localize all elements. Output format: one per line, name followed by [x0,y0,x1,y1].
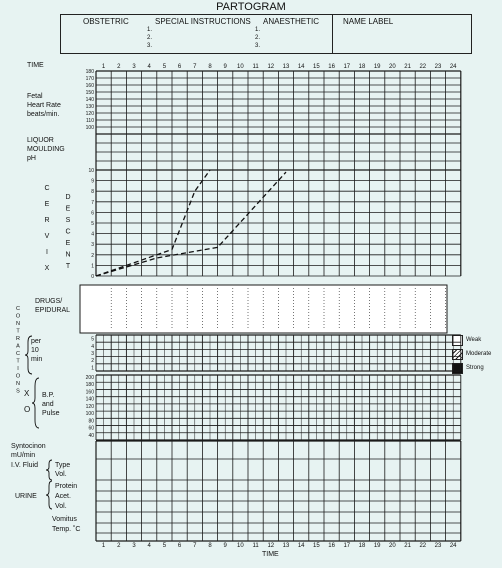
urine-vol-label: Vol. [55,503,67,510]
time-hour-8: 8 [208,64,212,70]
time-hour-1: 1 [101,64,106,70]
bottom-time-hour-20: 20 [389,543,396,549]
time-hour-14: 14 [297,64,305,70]
time-hour-12: 12 [267,64,275,70]
time-hour-9: 9 [223,64,227,70]
bottom-time-hour-4: 4 [147,543,151,549]
cervix-letter: C [44,185,50,192]
fhr-tick-160: 160 [85,83,94,89]
contractions-side-letter: R [16,336,20,342]
fhr-label-1: Fetal [27,93,43,100]
name-label-box[interactable]: NAME LABEL [343,17,394,26]
bottom-time-hour-17: 17 [343,543,351,549]
descent-letter: N [65,251,71,259]
cervix-letter: R [44,217,50,224]
cervix-tick-7: 7 [91,199,94,206]
temp-label: Temp. ˚C [52,526,81,533]
cervix-tick-6: 6 [91,210,94,217]
bottom-time-hour-19: 19 [373,543,381,549]
weak-legend-label: Weak [466,337,482,343]
time-hour-21: 21 [404,64,411,70]
iv-vol-label: Vol. [55,471,67,478]
cervix-letter: V [44,233,50,240]
bottom-time-hour-14: 14 [297,543,305,549]
time-hour-22: 22 [419,64,427,70]
bottom-time-hour-24: 24 [449,543,457,549]
syntocinon-label: Syntocinon [11,443,46,450]
cervix-tick-8: 8 [91,189,94,196]
bottom-time-hour-13: 13 [282,543,290,549]
special-item-3[interactable]: 3. [147,43,153,49]
bp-label-3: Pulse [42,410,60,417]
cervix-curve-gradual [96,172,286,276]
bp-tick-140: 140 [85,396,94,403]
cervix-letter: E [44,201,50,208]
urine-label: URINE [15,493,37,500]
bp-tick-160: 160 [85,389,94,396]
bp-brace [32,378,39,428]
contractions-side-letter: S [16,388,20,395]
drugs-label: DRUGS/ [35,298,63,305]
contractions-side-letter: C [16,306,20,312]
bp-tick-200: 200 [85,375,94,381]
contractions-side-letter: N [16,381,20,387]
moulding-label: MOULDING [27,146,65,153]
contraction-tick-3: 3 [91,351,94,357]
fhr-tick-180: 180 [85,69,94,75]
bp-tick-60: 60 [88,425,94,432]
anaesthetic-item-3[interactable]: 3. [255,43,261,49]
bottom-time-hour-11: 11 [252,543,259,549]
contractions-side-letter: T [16,328,20,335]
ph-label: pH [27,155,36,162]
cervix-letter: X [44,265,50,272]
contractions-side-letter: C [16,351,20,357]
descent-letter: S [65,217,71,224]
time-hour-7: 7 [193,64,197,70]
bp-tick-120: 120 [85,403,94,410]
bottom-time-hour-23: 23 [434,543,442,549]
contractions-side-letter: O [15,313,21,320]
anaesthetic-item-1[interactable]: 1. [255,27,261,33]
per-label: per [31,338,42,345]
bottom-time-label: TIME [262,551,279,558]
descent-letter: E [65,240,71,247]
min-label: min [31,356,43,363]
bp-label-1: B.P. [42,392,55,399]
anaesthetic-label: ANAESTHETIC [263,17,320,26]
fhr-tick-140: 140 [85,97,94,103]
bp-tick-80: 80 [88,418,94,425]
bottom-time-hour-8: 8 [208,543,212,549]
iv-fluid-label: I.V. Fluid [11,462,38,469]
time-hour-16: 16 [328,64,335,70]
bp-tick-100: 100 [85,411,94,418]
contractions-side-letter: A [16,343,20,350]
fhr-label-3: beats/min. [27,111,60,118]
iv-fluid-brace [46,460,52,480]
cervix-tick-3: 3 [91,242,94,249]
time-hour-20: 20 [389,64,396,70]
contractions-brace [25,336,32,374]
iv-type-label: Type [55,462,71,469]
bottom-time-hour-6: 6 [177,543,182,549]
syntocinon-unit-label: mU/min [11,452,36,459]
bottom-time-hour-16: 16 [328,543,335,549]
time-hour-24: 24 [449,64,457,70]
fhr-tick-110: 110 [86,118,94,124]
cervix-tick-0: 0 [91,274,94,280]
fhr-label-2: Heart Rate [27,102,61,109]
time-hour-19: 19 [373,64,381,70]
bottom-time-hour-2: 2 [117,543,121,549]
bottom-time-hour-1: 1 [101,543,106,549]
time-hour-23: 23 [434,64,442,70]
anaesthetic-item-2[interactable]: 2. [255,35,261,41]
bottom-time-hour-22: 22 [419,543,427,549]
cervix-letter: I [46,249,48,256]
descent-letter: C [65,228,71,236]
contraction-tick-4: 4 [91,343,94,350]
bottom-time-hour-7: 7 [193,543,197,549]
special-instructions-label: SPECIAL INSTRUCTIONS [155,17,251,26]
fhr-tick-170: 170 [85,76,94,82]
descent-letter: D [65,194,71,201]
contractions-side-letter: O [15,373,21,380]
liquor-label: LIQUOR [27,137,54,144]
bottom-time-hour-3: 3 [132,543,136,549]
contractions-side-letter: I [17,366,19,372]
time-hour-5: 5 [162,64,167,70]
time-hour-2: 2 [117,64,121,70]
fhr-tick-150: 150 [85,90,94,96]
contractions-side-letter: T [16,358,20,365]
contraction-tick-5: 5 [91,336,94,343]
special-item-1[interactable]: 1. [147,27,153,33]
time-hour-11: 11 [252,64,259,70]
time-hour-18: 18 [358,64,366,70]
bottom-time-hour-18: 18 [358,543,366,549]
urine-brace [46,481,52,509]
cervix-tick-4: 4 [91,231,94,238]
fhr-tick-130: 130 [85,104,94,110]
cervix-tick-10: 10 [88,168,94,174]
time-hour-6: 6 [177,64,182,70]
bp-tick-40: 40 [88,432,94,439]
bottom-time-hour-10: 10 [237,543,244,549]
urine-protein-label: Protein [55,483,78,490]
descent-letter: T [65,263,71,270]
vomitus-label: Vomitus [52,516,77,523]
pulse-o-symbol: O [24,405,31,414]
cervix-tick-5: 5 [91,221,94,227]
time-hour-4: 4 [147,64,151,70]
bottom-time-hour-5: 5 [162,543,167,549]
ten-label: 10 [31,347,39,354]
time-hour-13: 13 [282,64,290,70]
page-title: PARTOGRAM [216,1,286,13]
contraction-tick-1: 1 [91,365,94,372]
bottom-time-hour-12: 12 [267,543,275,549]
strong-legend-label: Strong [466,365,484,371]
fhr-tick-100: 100 [85,125,94,131]
bottom-time-hour-15: 15 [313,543,320,549]
cervix-tick-9: 9 [91,178,94,185]
obstetric-label: OBSTETRIC [83,17,129,26]
time-hour-10: 10 [237,64,244,70]
time-hour-17: 17 [343,64,351,70]
epidural-label: EPIDURAL [35,307,71,314]
time-hour-3: 3 [132,64,136,70]
moderate-legend-label: Moderate [466,351,492,357]
special-item-2[interactable]: 2. [147,35,153,41]
urine-acet-label: Acet. [55,493,71,500]
fhr-tick-120: 120 [85,111,94,117]
bottom-time-hour-21: 21 [404,543,411,549]
cervix-tick-2: 2 [91,252,94,259]
descent-letter: E [65,205,71,213]
time-hour-15: 15 [313,64,320,70]
bp-tick-180: 180 [85,382,94,389]
bp-label-2: and [42,401,54,408]
cervix-tick-1: 1 [91,263,94,270]
bp-x-symbol: X [24,389,30,398]
contractions-side-letter: N [16,321,20,327]
bottom-time-hour-9: 9 [223,543,227,549]
time-label: TIME [27,62,44,69]
contraction-tick-2: 2 [91,358,94,365]
